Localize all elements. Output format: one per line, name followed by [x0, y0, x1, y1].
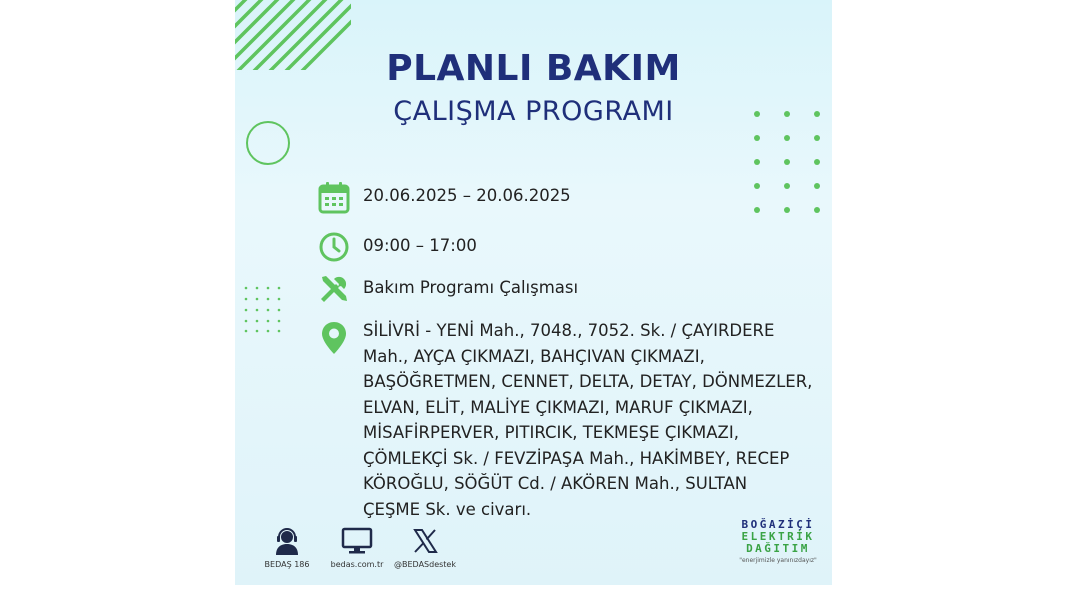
headset-icon — [273, 526, 301, 556]
phone-label: BEDAŞ 186 — [264, 560, 310, 569]
address-line: MİSAFİRPERVER, PITIRCIK, TEKMEŞE ÇIKMAZI, — [363, 423, 739, 442]
company-logo — [733, 519, 823, 564]
maintenance-card — [235, 0, 832, 585]
social-label[interactable]: @BEDASdestek — [394, 560, 456, 569]
address-line: ÇEŞME Sk. ve civarı. — [363, 499, 532, 519]
tools-icon — [317, 272, 351, 306]
location-pin-icon — [317, 318, 351, 356]
date-range: 20.06.2025 – 20.06.2025 — [363, 186, 571, 205]
time-range: 09:00 – 17:00 — [363, 236, 477, 255]
page-subtitle: ÇALIŞMA PROGRAMI — [393, 96, 674, 127]
decorative-ring — [246, 121, 290, 165]
address-line: KÖROĞLU, SÖĞÜT Cd. / AKÖREN Mah., SULTAN — [363, 474, 748, 493]
website-label[interactable]: bedas.com.tr — [330, 560, 384, 569]
decorative-dot-grid-small — [243, 284, 287, 334]
footer-phone — [257, 526, 317, 569]
logo-line-2: ELEKTRİK — [741, 530, 815, 543]
logo-line-3: DAĞITIM — [746, 542, 810, 555]
clock-icon — [317, 230, 351, 264]
x-logo-icon — [411, 526, 439, 556]
footer-social[interactable] — [387, 526, 463, 569]
address-line: ELVAN, ELİT, MALİYE ÇIKMAZI, MARUF ÇIKMAZI, — [363, 397, 753, 417]
page-title: PLANLI BAKIM — [386, 48, 681, 89]
address-list — [363, 318, 832, 522]
address-line: ÇÖMLEKÇİ Sk. / FEVZİPAŞA Mah., HAKİMBEY, RECEP — [363, 448, 790, 468]
work-type: Bakım Programı Çalışması — [363, 278, 579, 297]
address-line: BAŞÖĞRETMEN, CENNET, DELTA, DETAY, DÖNMEZLER, — [363, 372, 813, 391]
logo-line-1: BOĞAZİÇİ — [741, 518, 815, 531]
work-type-row — [317, 272, 578, 306]
date-row — [317, 180, 571, 214]
time-row — [317, 230, 477, 264]
monitor-icon — [341, 526, 373, 556]
address-line: Mah., AYÇA ÇIKMAZI, BAHÇIVAN ÇIKMAZI, — [363, 346, 705, 366]
calendar-icon — [317, 180, 351, 214]
address-row — [317, 318, 832, 522]
address-line: SİLİVRİ - YENİ Mah., 7048., 7052. Sk. / ÇAYIRDERE — [363, 321, 775, 340]
footer-website[interactable] — [327, 526, 387, 569]
logo-tagline: "enerjimizle yanınızdayız" — [739, 557, 817, 564]
